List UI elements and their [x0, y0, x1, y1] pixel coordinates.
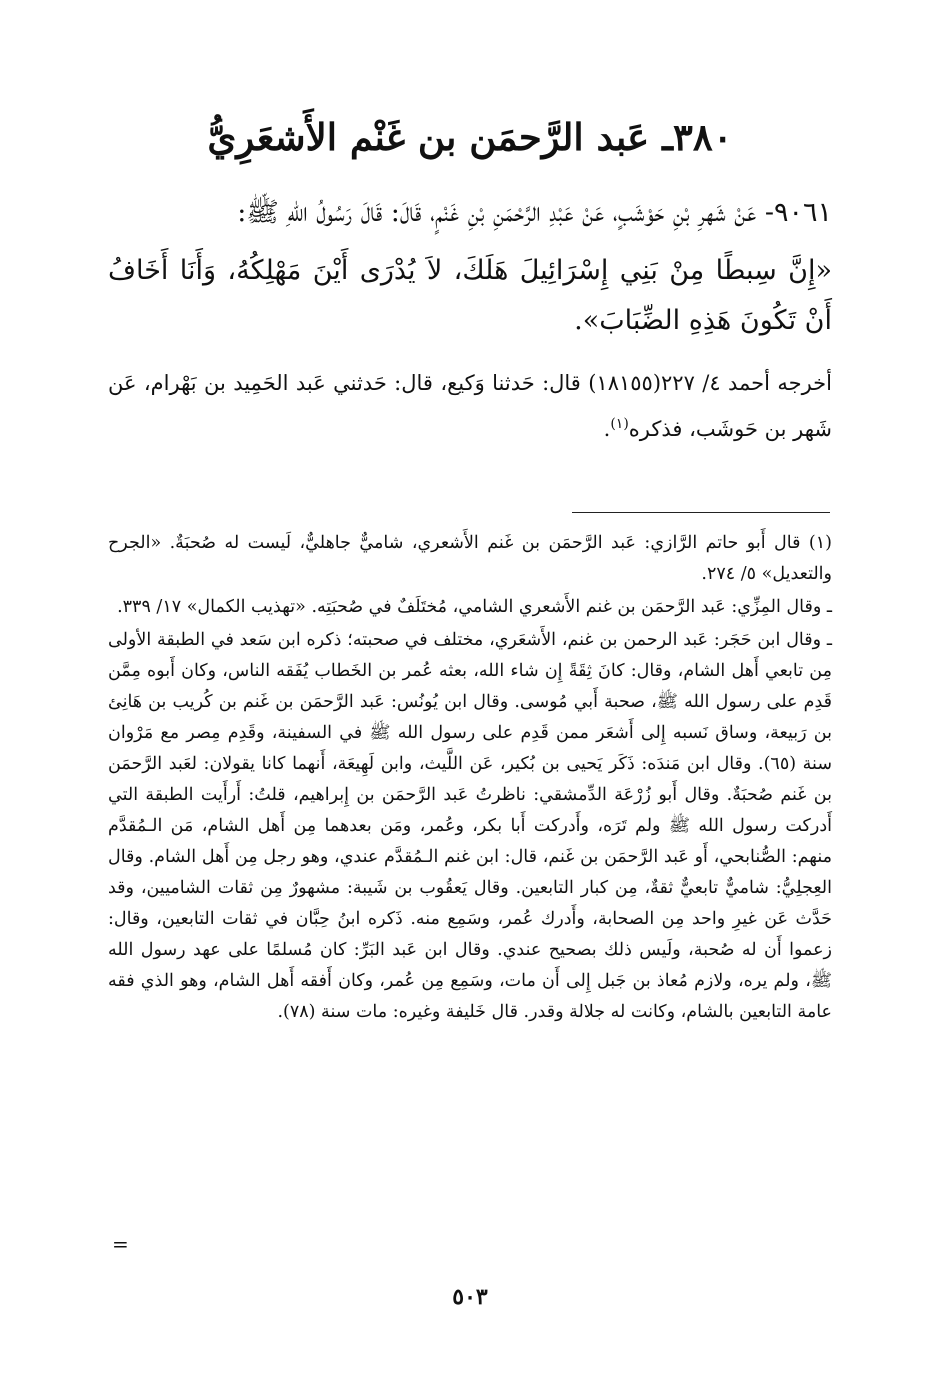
continuation-mark: = [112, 1232, 129, 1256]
footnote-reference: (١) [610, 416, 629, 432]
footnote-separator [572, 512, 830, 513]
takhrij-end: . [603, 417, 611, 441]
takhrij-paragraph [108, 360, 832, 452]
page-number: ٥٠٣ [452, 1284, 488, 1310]
takhrij-text: أخرجه أحمد ٤/ ٢٢٧(١٨١٥٥) قال: حَدثنا وَكيع، قال: حَدثني عَبد الحَمِيد بن بَهْرام، عَن شَهر بن حَوشَب، فذكره [108, 371, 832, 441]
footnote-item: ـ وقال المِزِّي: عَبد الرَّحمَن بن غنم الأَشعري الشامي، مُختَلَفٌ في صُحبَتِه. «تهذيب الكمال» ١٧/ ٣٣٩. [117, 597, 832, 617]
footnote-item: ـ وقال ابن حَجَر: عَبد الرحمن بن غنم، الأَشعَري، مختلف في صحبته؛ ذكره ابن سَعد في الطبقة الأولى مِن تابعي أَهل الشام، وقال: كانَ ثِقَةً إِن شاء الله، بعثه عُمر بن الخَطاب يُفَقه الناس، وكان أَبوه مِمَّن قَدِم على رسول الله ﷺ، صحبة أَبي مُوسى. وقال ابن يُونُس: عَبد الرَّحمَن بن غَنم بن كُريب بن هَانِئ بن رَبيعة، وساق نَسبه إِلى أَشعَر ممن قَدِم على رسول الله ﷺ في السفينة، وقَدِم مِصر مع مَرْوان سنة (٦٥). وقال ابن مَندَه: ذَكَر يَحيى بن بُكير، عَن اللَّيث، وابن لَهِيعَة، أَنهما كانا يقولان: لعَبد الرَّحمَن بن غَنم صُحبَةٌ. وقال أَبو زُرْعَة الدِّمشقي: ناظرتُ عَبد الرَّحمَن بن إِبراهيم، قلتُ: أَرأَيت الطبقة التي أَدركت رسول الله ﷺ ولم تَرَه، وأَدركت أَبا بكر، وعُمر، ومَن بعدهما مِن أَهل الشام، مَن الـمُقدَّم منهم: الصُّنابحي، أَو عَبد الرَّحمَن بن غَنم، قال: ابن غنم الـمُقدَّم عندي، وهو رجل مِن أَهل الشام. وقال العِجلِيُّ: شاميٌّ تابعيٌّ ثقةٌ، مِن كبار التابعين. وقال يَعقُوب بن شَيبة: مشهورٌ مِن ثقات الشاميين، وقد حَدَّث عَن غيرِ واحد مِن الصحابة، وأَدرك عُمر، وسَمِع منه. ذَكره ابنُ حِبَّان في ثقات التابعين، وقال: زعموا أَن له صُحبة، ولَيس ذلك بصحيح عندي. وقال ابن عَبد البَرِّ: كان مُسلمًا على عهد رسول الله ﷺ، ولم يره، ولازم مُعاذ بن جَبل إِلى أَن مات، وسَمِع مِن عُمر، وكان أَفقه أَهل الشام، وهو الذي فقه عامة التابعين بالشام، وكانت له جلالة وقدر. قال خَليفة وغيره: مات سنة (٧٨). [108, 630, 832, 1022]
hadith-matn: «إِنَّ سِبطًا مِنْ بَنِي إِسْرَائِيلَ هَلَكَ، لاَ يُدْرَى أَيْنَ مَهْلِكُهُ، وَأَنَا أَخَافُ أَنْ تَكُونَ هَذِهِ الضِّبَابَ». [108, 255, 832, 336]
footnotes [108, 528, 832, 1030]
footnote-item: (١) قال أَبو حاتم الرَّازي: عَبد الرَّحمَن بن غَنم الأَشعري، شاميٌّ جاهليٌّ، لَيست له صُحبَةٌ. «الجرح والتعديل» ٥/ ٢٧٤. [108, 533, 832, 584]
hadith-isnad: ٩٠٦١- عَنْ شَهرِ بْنِ حَوْشَبٍ، عَنْ عَبْدِ الرَّحْمَنِ بْنِ غَنْمٍ، قَالَ: قَالَ رَسُولُ اللهِ ﷺ: [237, 197, 832, 228]
chapter-title: ٣٨٠ـ عَبد الرَّحمَن بن غَنْم الأَشعَرِيُّ [207, 115, 733, 159]
main-text [108, 188, 832, 452]
